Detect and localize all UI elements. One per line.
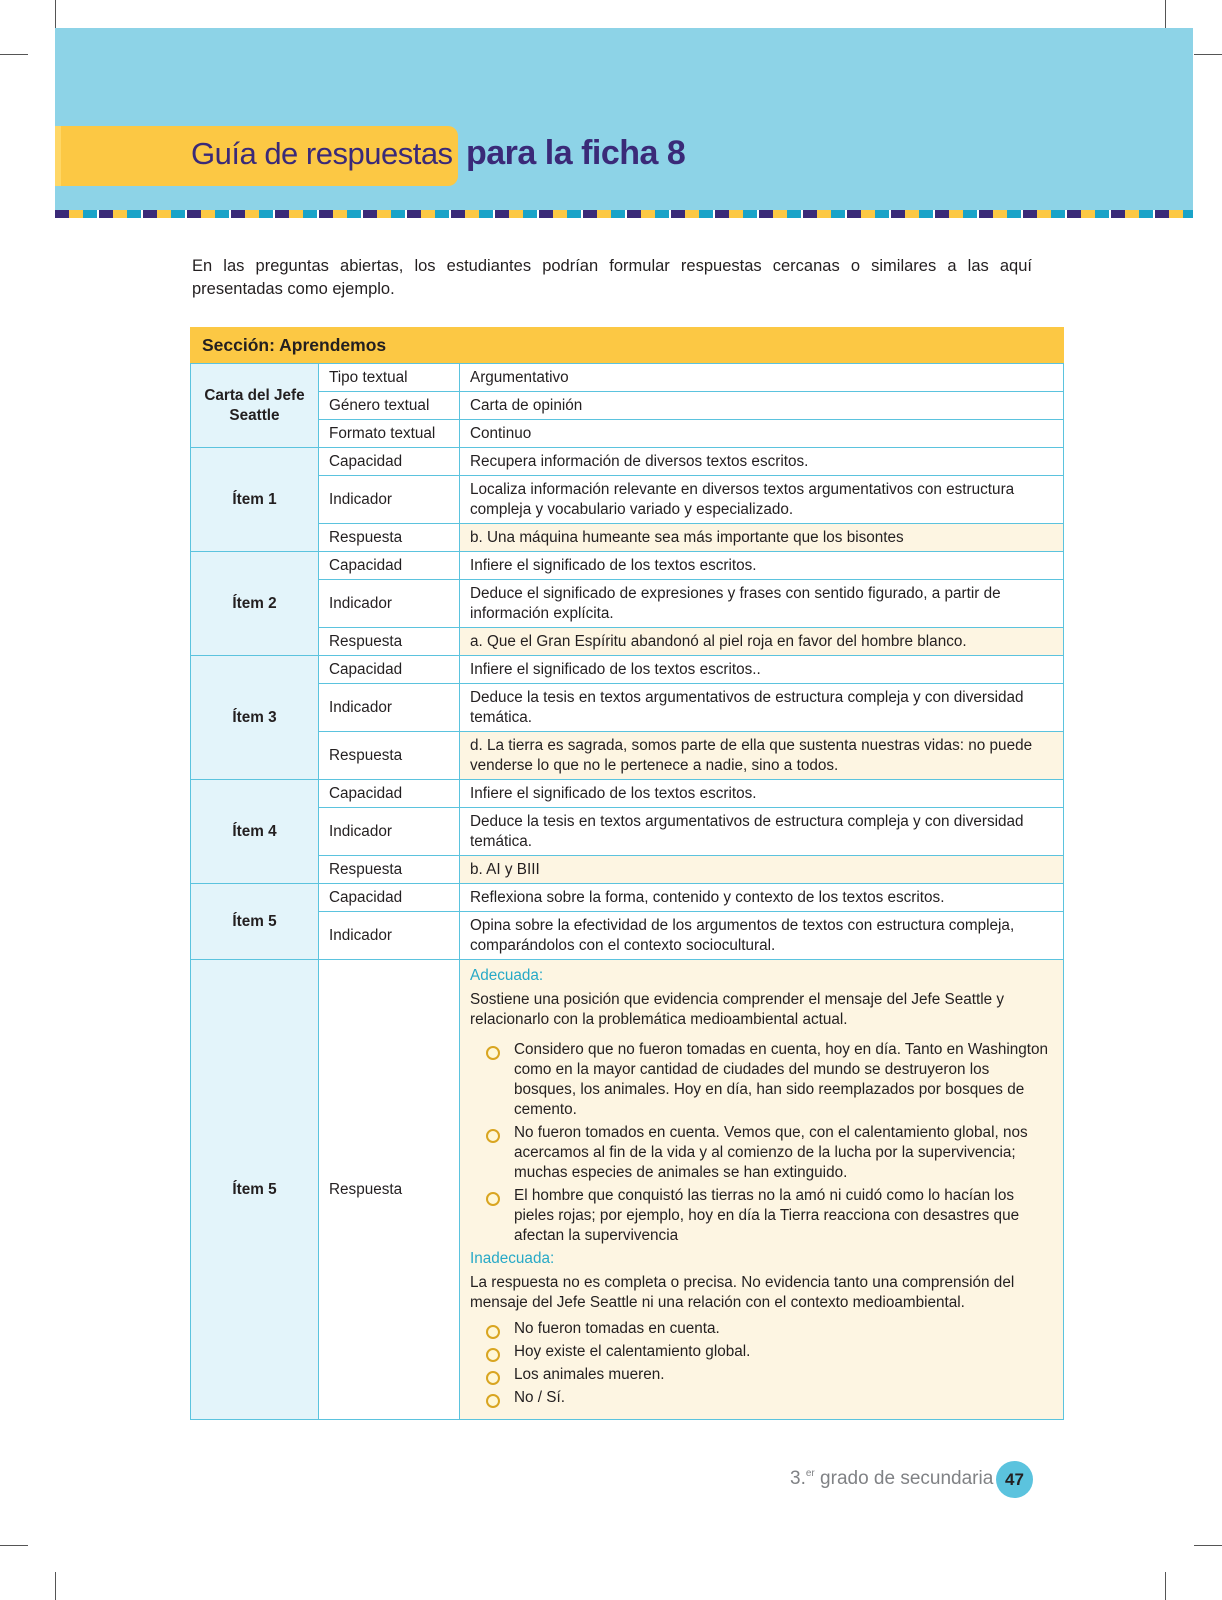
- table-row: [191, 856, 1064, 884]
- row-label: Indicador: [319, 580, 460, 628]
- row-value: Opina sobre la efectividad de los argumentos de textos con estructura compleja, comparándolos con el contexto sociocultural.: [460, 912, 1064, 960]
- row-label: Indicador: [319, 912, 460, 960]
- inadecuada-list: [480, 1319, 1053, 1408]
- inadecuada-text: La respuesta no es completa o precisa. No evidencia tanto una comprensión del mensaje del Jefe Seattle ni una relación con el contexto medioambiental.: [470, 1274, 1015, 1311]
- crop-mark: [55, 1572, 56, 1600]
- row-value: Recupera información de diversos textos escritos.: [460, 448, 1064, 476]
- crop-mark: [55, 0, 56, 28]
- item-label: Ítem 4: [191, 780, 319, 884]
- response-block: [460, 960, 1064, 1420]
- adecuada-text: Sostiene una posición que evidencia comprender el mensaje del Jefe Seattle y relacionarlo con la problemática medioambiental actual.: [470, 991, 1005, 1028]
- list-item: No fueron tomadas en cuenta.: [480, 1319, 1053, 1339]
- row-value: Carta de opinión: [460, 392, 1064, 420]
- table-row: [191, 960, 1064, 1420]
- table-row: [191, 780, 1064, 808]
- row-value: Reflexiona sobre la forma, contenido y contexto de los textos escritos.: [460, 884, 1064, 912]
- row-label: Capacidad: [319, 656, 460, 684]
- row-label: Respuesta: [319, 732, 460, 780]
- decorative-dash-line: [55, 210, 1193, 218]
- list-item: Los animales mueren.: [480, 1365, 1053, 1385]
- row-value: Argumentativo: [460, 364, 1064, 392]
- item-label: Ítem 5: [191, 884, 319, 960]
- row-label: Indicador: [319, 808, 460, 856]
- adecuada-list: [480, 1040, 1053, 1246]
- item-label: Carta del Jefe Seattle: [191, 364, 319, 448]
- row-label: Tipo textual: [319, 364, 460, 392]
- row-value: Localiza información relevante en diversos textos argumentativos con estructura compleja y vocabulario variado y especializado.: [460, 476, 1064, 524]
- table-row: [191, 524, 1064, 552]
- table-row: [191, 580, 1064, 628]
- grade-label: [790, 1468, 993, 1490]
- inadecuada-title: Inadecuada:: [470, 1250, 555, 1267]
- row-value: Infiere el significado de los textos escritos.: [460, 552, 1064, 580]
- row-label: Respuesta: [319, 960, 460, 1420]
- item-label: Ítem 5: [191, 960, 319, 1420]
- crop-mark: [0, 1545, 28, 1546]
- row-label: Indicador: [319, 476, 460, 524]
- section-title: Sección: Aprendemos: [190, 327, 1064, 363]
- table-row: [191, 732, 1064, 780]
- row-label: Capacidad: [319, 552, 460, 580]
- table-row: [191, 684, 1064, 732]
- title-tab: [55, 126, 458, 186]
- row-label: Capacidad: [319, 884, 460, 912]
- table-row: [191, 448, 1064, 476]
- table-row: [191, 364, 1064, 392]
- table-row: [191, 656, 1064, 684]
- page-title-tab: Guía de respuestas: [191, 136, 453, 171]
- table-row: [191, 392, 1064, 420]
- crop-mark: [0, 54, 28, 55]
- row-value: a. Que el Gran Espíritu abandonó al piel roja en favor del hombre blanco.: [460, 628, 1064, 656]
- answers-grid: [190, 363, 1064, 1420]
- table-row: [191, 884, 1064, 912]
- list-item: No / Sí.: [480, 1388, 1053, 1408]
- row-value: d. La tierra es sagrada, somos parte de ella que sustenta nuestras vidas: no puede venderse lo que no le pertenece a nadie, sino a todos.: [460, 732, 1064, 780]
- table-row: [191, 808, 1064, 856]
- list-item: Considero que no fueron tomadas en cuenta, hoy en día. Tanto en Washington como en la mayor cantidad de ciudades del mundo se destruyeron los bosques, los animales. Hoy en día, han sido reemplazados por bosques de cemento.: [480, 1040, 1053, 1120]
- crop-mark: [1165, 0, 1166, 28]
- row-value: b. AI y BIII: [460, 856, 1064, 884]
- row-label: Capacidad: [319, 780, 460, 808]
- row-value: Deduce el significado de expresiones y frases con sentido figurado, a partir de información explícita.: [460, 580, 1064, 628]
- list-item: El hombre que conquistó las tierras no la amó ni cuidó como lo hacían los pieles rojas; por ejemplo, hoy en día la Tierra reacciona con desastres que afectan la supervivencia: [480, 1186, 1053, 1246]
- table-row: [191, 912, 1064, 960]
- intro-paragraph: En las preguntas abiertas, los estudiantes podrían formular respuestas cercanas o similares a las aquí presentadas como ejemplo.: [192, 257, 1032, 298]
- row-value: Infiere el significado de los textos escritos.: [460, 780, 1064, 808]
- table-row: [191, 420, 1064, 448]
- page-title: para la ficha 8: [466, 134, 686, 172]
- list-item: No fueron tomados en cuenta. Vemos que, con el calentamiento global, nos acercamos al fin de la vida y al comienzo de la lucha por la supervivencia; muchas especies de animales se han extinguido.: [480, 1123, 1053, 1183]
- row-label: Respuesta: [319, 628, 460, 656]
- header-band: [55, 28, 1193, 218]
- row-label: Indicador: [319, 684, 460, 732]
- item-label: Ítem 2: [191, 552, 319, 656]
- row-label: Respuesta: [319, 524, 460, 552]
- row-value: Deduce la tesis en textos argumentativos de estructura compleja y con diversidad temática.: [460, 684, 1064, 732]
- table-row: [191, 628, 1064, 656]
- table-row: [191, 552, 1064, 580]
- list-item: Hoy existe el calentamiento global.: [480, 1342, 1053, 1362]
- row-label: Capacidad: [319, 448, 460, 476]
- row-value: Deduce la tesis en textos argumentativos de estructura compleja y con diversidad temática.: [460, 808, 1064, 856]
- item-label: Ítem 1: [191, 448, 319, 552]
- crop-mark: [1194, 1545, 1222, 1546]
- row-value: b. Una máquina humeante sea más importante que los bisontes: [460, 524, 1064, 552]
- row-label: Formato textual: [319, 420, 460, 448]
- row-label: Género textual: [319, 392, 460, 420]
- crop-mark: [1194, 54, 1222, 55]
- grade-text: grado de secundaria: [814, 1468, 994, 1489]
- grade-number: 3.: [790, 1468, 806, 1489]
- row-value: Infiere el significado de los textos escritos..: [460, 656, 1064, 684]
- crop-mark: [1165, 1572, 1166, 1600]
- table-row: [191, 476, 1064, 524]
- grade-sup: er: [805, 1468, 815, 1479]
- answers-table: [190, 327, 1064, 1420]
- item-label: Ítem 3: [191, 656, 319, 780]
- row-label: Respuesta: [319, 856, 460, 884]
- adecuada-title: Adecuada:: [470, 967, 544, 984]
- row-value: Continuo: [460, 420, 1064, 448]
- page-number: 47: [996, 1461, 1033, 1498]
